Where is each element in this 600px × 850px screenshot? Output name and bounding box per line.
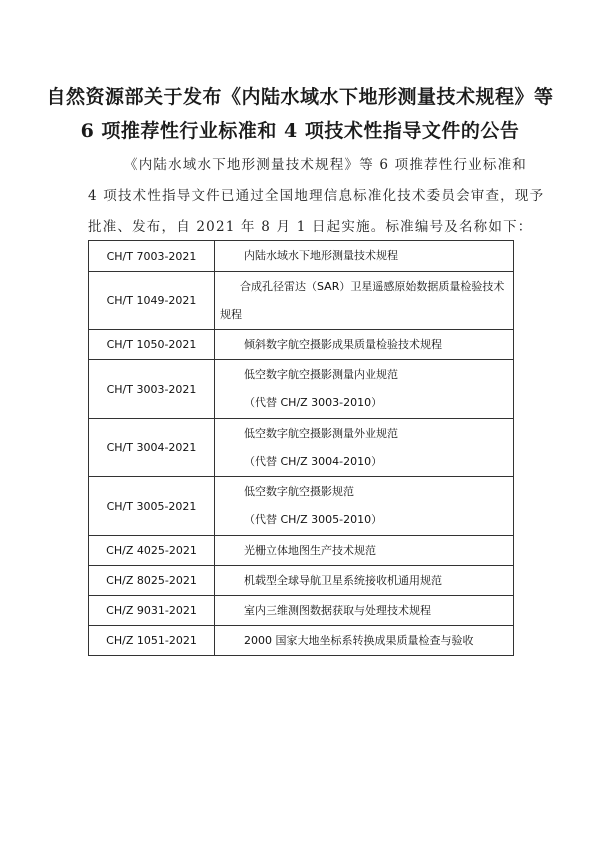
intro-paragraph-line-1: 《内陆水域水下地形测量技术规程》等 6 项推荐性行业标准和 bbox=[124, 157, 527, 173]
standard-name-cell bbox=[215, 626, 514, 656]
standard-name-cell bbox=[215, 596, 514, 626]
standard-code: CH/Z 9031-2021 bbox=[89, 596, 215, 626]
standard-code: CH/T 3004-2021 bbox=[89, 419, 215, 477]
table-row bbox=[89, 330, 514, 360]
standard-name-cell bbox=[215, 536, 514, 566]
table-row bbox=[89, 566, 514, 596]
standard-name-cell bbox=[215, 566, 514, 596]
standard-code: CH/T 3003-2021 bbox=[89, 360, 215, 419]
standard-name: 室内三维测图数据获取与处理技术规程 bbox=[244, 603, 431, 617]
table-row bbox=[89, 477, 514, 536]
announcement-title-line-2: 6 项推荐性行业标准和 4 项技术性指导文件的公告 bbox=[80, 120, 520, 142]
table-row bbox=[89, 419, 514, 477]
replaces-note: （代替 CH/Z 3003-2010） bbox=[244, 396, 383, 409]
standard-code: CH/T 1050-2021 bbox=[89, 330, 215, 360]
standard-name: 光栅立体地图生产技术规范 bbox=[244, 543, 376, 557]
replaces-note: （代替 CH/Z 3005-2010） bbox=[244, 513, 383, 526]
standard-name: 低空数字航空摄影测量内业规范 bbox=[244, 368, 398, 381]
standard-name-cell bbox=[215, 477, 514, 536]
standard-name: 低空数字航空摄影规范 bbox=[244, 485, 354, 498]
standard-name: 机载型全球导航卫星系统接收机通用规范 bbox=[244, 573, 442, 587]
standard-name-cell bbox=[215, 330, 514, 360]
standard-name-cell bbox=[215, 360, 514, 419]
standard-name: 内陆水域水下地形测量技术规程 bbox=[244, 249, 398, 262]
replaces-note: （代替 CH/Z 3004-2010） bbox=[244, 454, 383, 468]
table-row bbox=[89, 360, 514, 419]
standard-name: 低空数字航空摄影测量外业规范 bbox=[244, 426, 398, 440]
standards-table bbox=[88, 240, 514, 656]
standard-code: CH/T 1049-2021 bbox=[89, 272, 215, 330]
intro-paragraph-line-3: 批准、发布，自 2021 年 8 月 1 日起实施。标准编号及名称如下： bbox=[88, 219, 533, 235]
table-row bbox=[89, 626, 514, 656]
intro-paragraph-line-2: 4 项技术性指导文件已通过全国地理信息标准化技术委员会审查，现予 bbox=[88, 188, 545, 204]
table-row bbox=[89, 596, 514, 626]
standard-name: 倾斜数字航空摄影成果质量检验技术规程 bbox=[244, 337, 442, 351]
standard-code: CH/T 7003-2021 bbox=[89, 241, 215, 272]
standard-code: CH/Z 8025-2021 bbox=[89, 566, 215, 596]
announcement-title-line-1: 自然资源部关于发布《内陆水域水下地形测量技术规程》等 bbox=[46, 86, 554, 108]
standard-code: CH/Z 4025-2021 bbox=[89, 536, 215, 566]
standard-code: CH/T 3005-2021 bbox=[89, 477, 215, 536]
table-row bbox=[89, 536, 514, 566]
standard-name-cell bbox=[215, 419, 514, 477]
standard-name: 2000 国家大地坐标系转换成果质量检查与验收 bbox=[244, 633, 474, 647]
table-row bbox=[89, 241, 514, 272]
standard-name-cell bbox=[215, 241, 514, 272]
standard-name: 合成孔径雷达（SAR）卫星遥感原始数据质量检验技术规程 bbox=[220, 279, 505, 321]
table-row bbox=[89, 272, 514, 330]
standard-code: CH/Z 1051-2021 bbox=[89, 626, 215, 656]
standard-name-cell bbox=[215, 272, 514, 330]
